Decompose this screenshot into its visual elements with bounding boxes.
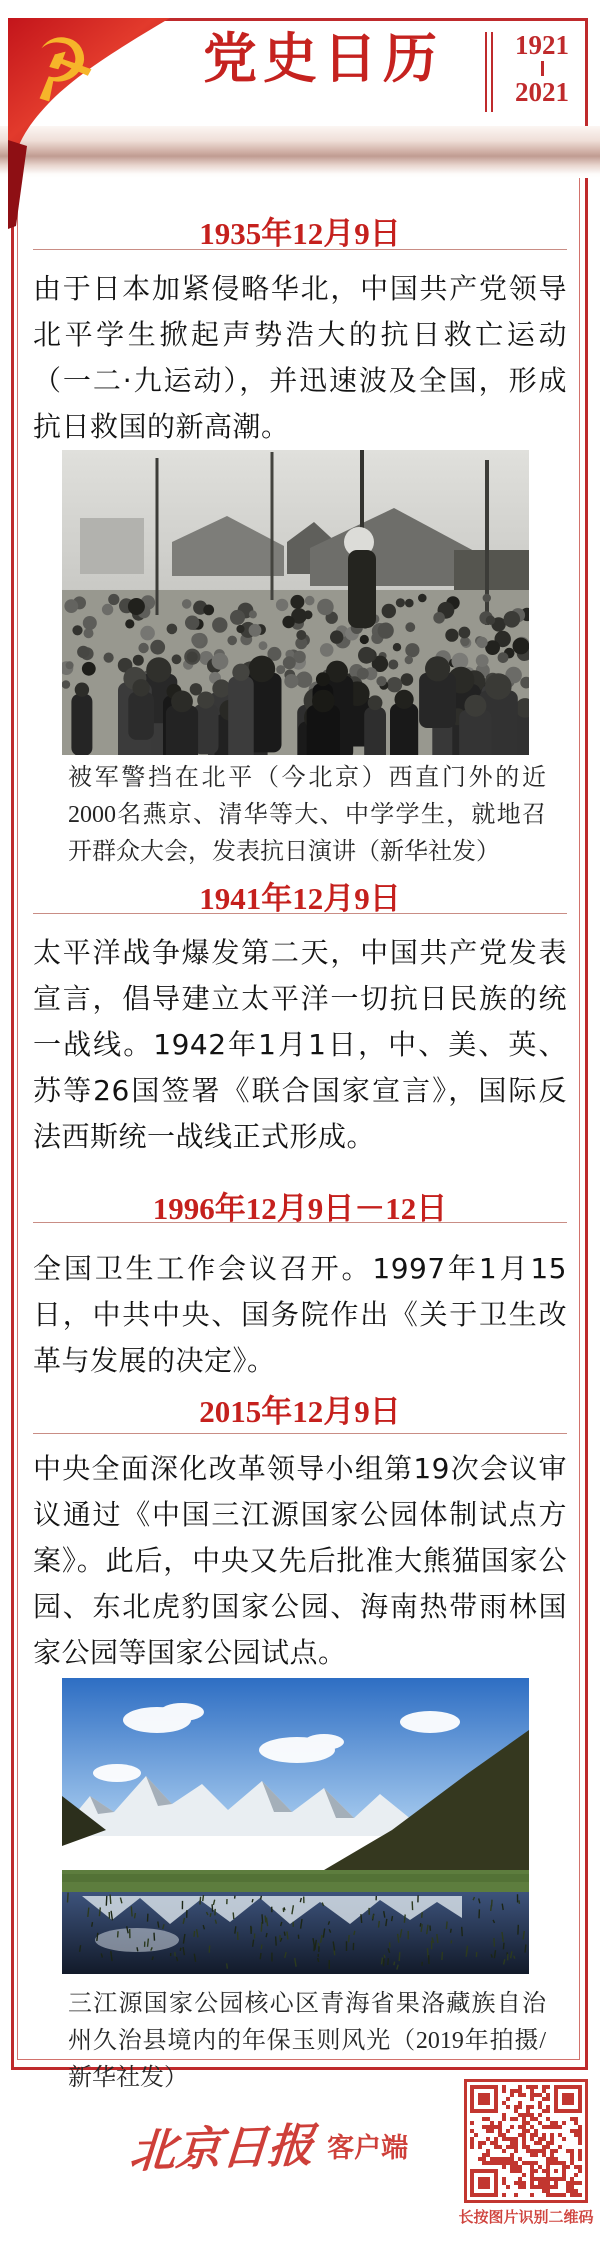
party-flag — [0, 0, 190, 245]
year-range-divider — [485, 32, 493, 112]
date-rule — [33, 249, 567, 250]
year-start: 1921 — [515, 30, 569, 60]
date-heading-1935: 1935年12月9日 — [199, 216, 401, 251]
party-emblem-icon: ☭ — [12, 13, 110, 125]
logo-suffix-client: 客户端 — [327, 2133, 409, 2164]
page-title: 党史日历 — [203, 29, 443, 89]
qr-code[interactable] — [464, 2079, 588, 2203]
entry-body-1941: 太平洋战争爆发第二天，中国共产党发表宣言，倡导建立太平洋一切抗日民族的统一战线。1942年1月1日，中、美、英、苏等26国签署《联合国家宣言》，国际反法西斯统一战线正式形成。 — [33, 936, 567, 1153]
date-heading-2015: 2015年12月9日 — [199, 1394, 401, 1429]
date-rule — [33, 1433, 567, 1434]
qr-hint: 长按图片识别二维码 — [458, 2208, 594, 2226]
date-heading-1941: 1941年12月9日 — [199, 881, 401, 916]
year-dash — [541, 61, 544, 76]
entry-body-1935: 由于日本加紧侵略华北，中国共产党领导北平学生掀起声势浩大的抗日救亡运动（一二·九运动），并迅速波及全国，形成抗日救国的新高潮。 — [33, 272, 567, 443]
year-range — [498, 31, 586, 107]
photo-1935-crowd — [62, 450, 529, 755]
logo-script-beijing-daily: 北京日报 — [128, 2119, 316, 2178]
newspaper-logo — [128, 2112, 409, 2178]
date-rule — [33, 1222, 567, 1223]
photo-2015-sanjiangyuan — [62, 1678, 529, 1974]
entry-body-1996: 全国卫生工作会议召开。1997年1月15日，中共中央、国务院作出《关于卫生改革与发展的决定》。 — [33, 1252, 567, 1377]
photo-caption-2015: 三江源国家公园核心区青海省果洛藏族自治州久治县境内的年保玉则风光（2019年拍摄/新华社发） — [68, 1991, 546, 2091]
photo-caption-1935: 被军警挡在北平（今北京）西直门外的近2000名燕京、清华等大、中学学生，就地召开群众大会，发表抗日演讲（新华社发） — [68, 765, 546, 865]
date-rule — [33, 913, 567, 914]
date-heading-1996: 1996年12月9日－12日 — [152, 1191, 448, 1226]
entry-body-2015: 中央全面深化改革领导小组第19次会议审议通过《中国三江源国家公园体制试点方案》。此后，中央又先后批准大熊猫国家公园、东北虎豹国家公园、海南热带雨林国家公园等国家公园试点。 — [33, 1452, 567, 1669]
year-end: 2021 — [515, 77, 569, 108]
